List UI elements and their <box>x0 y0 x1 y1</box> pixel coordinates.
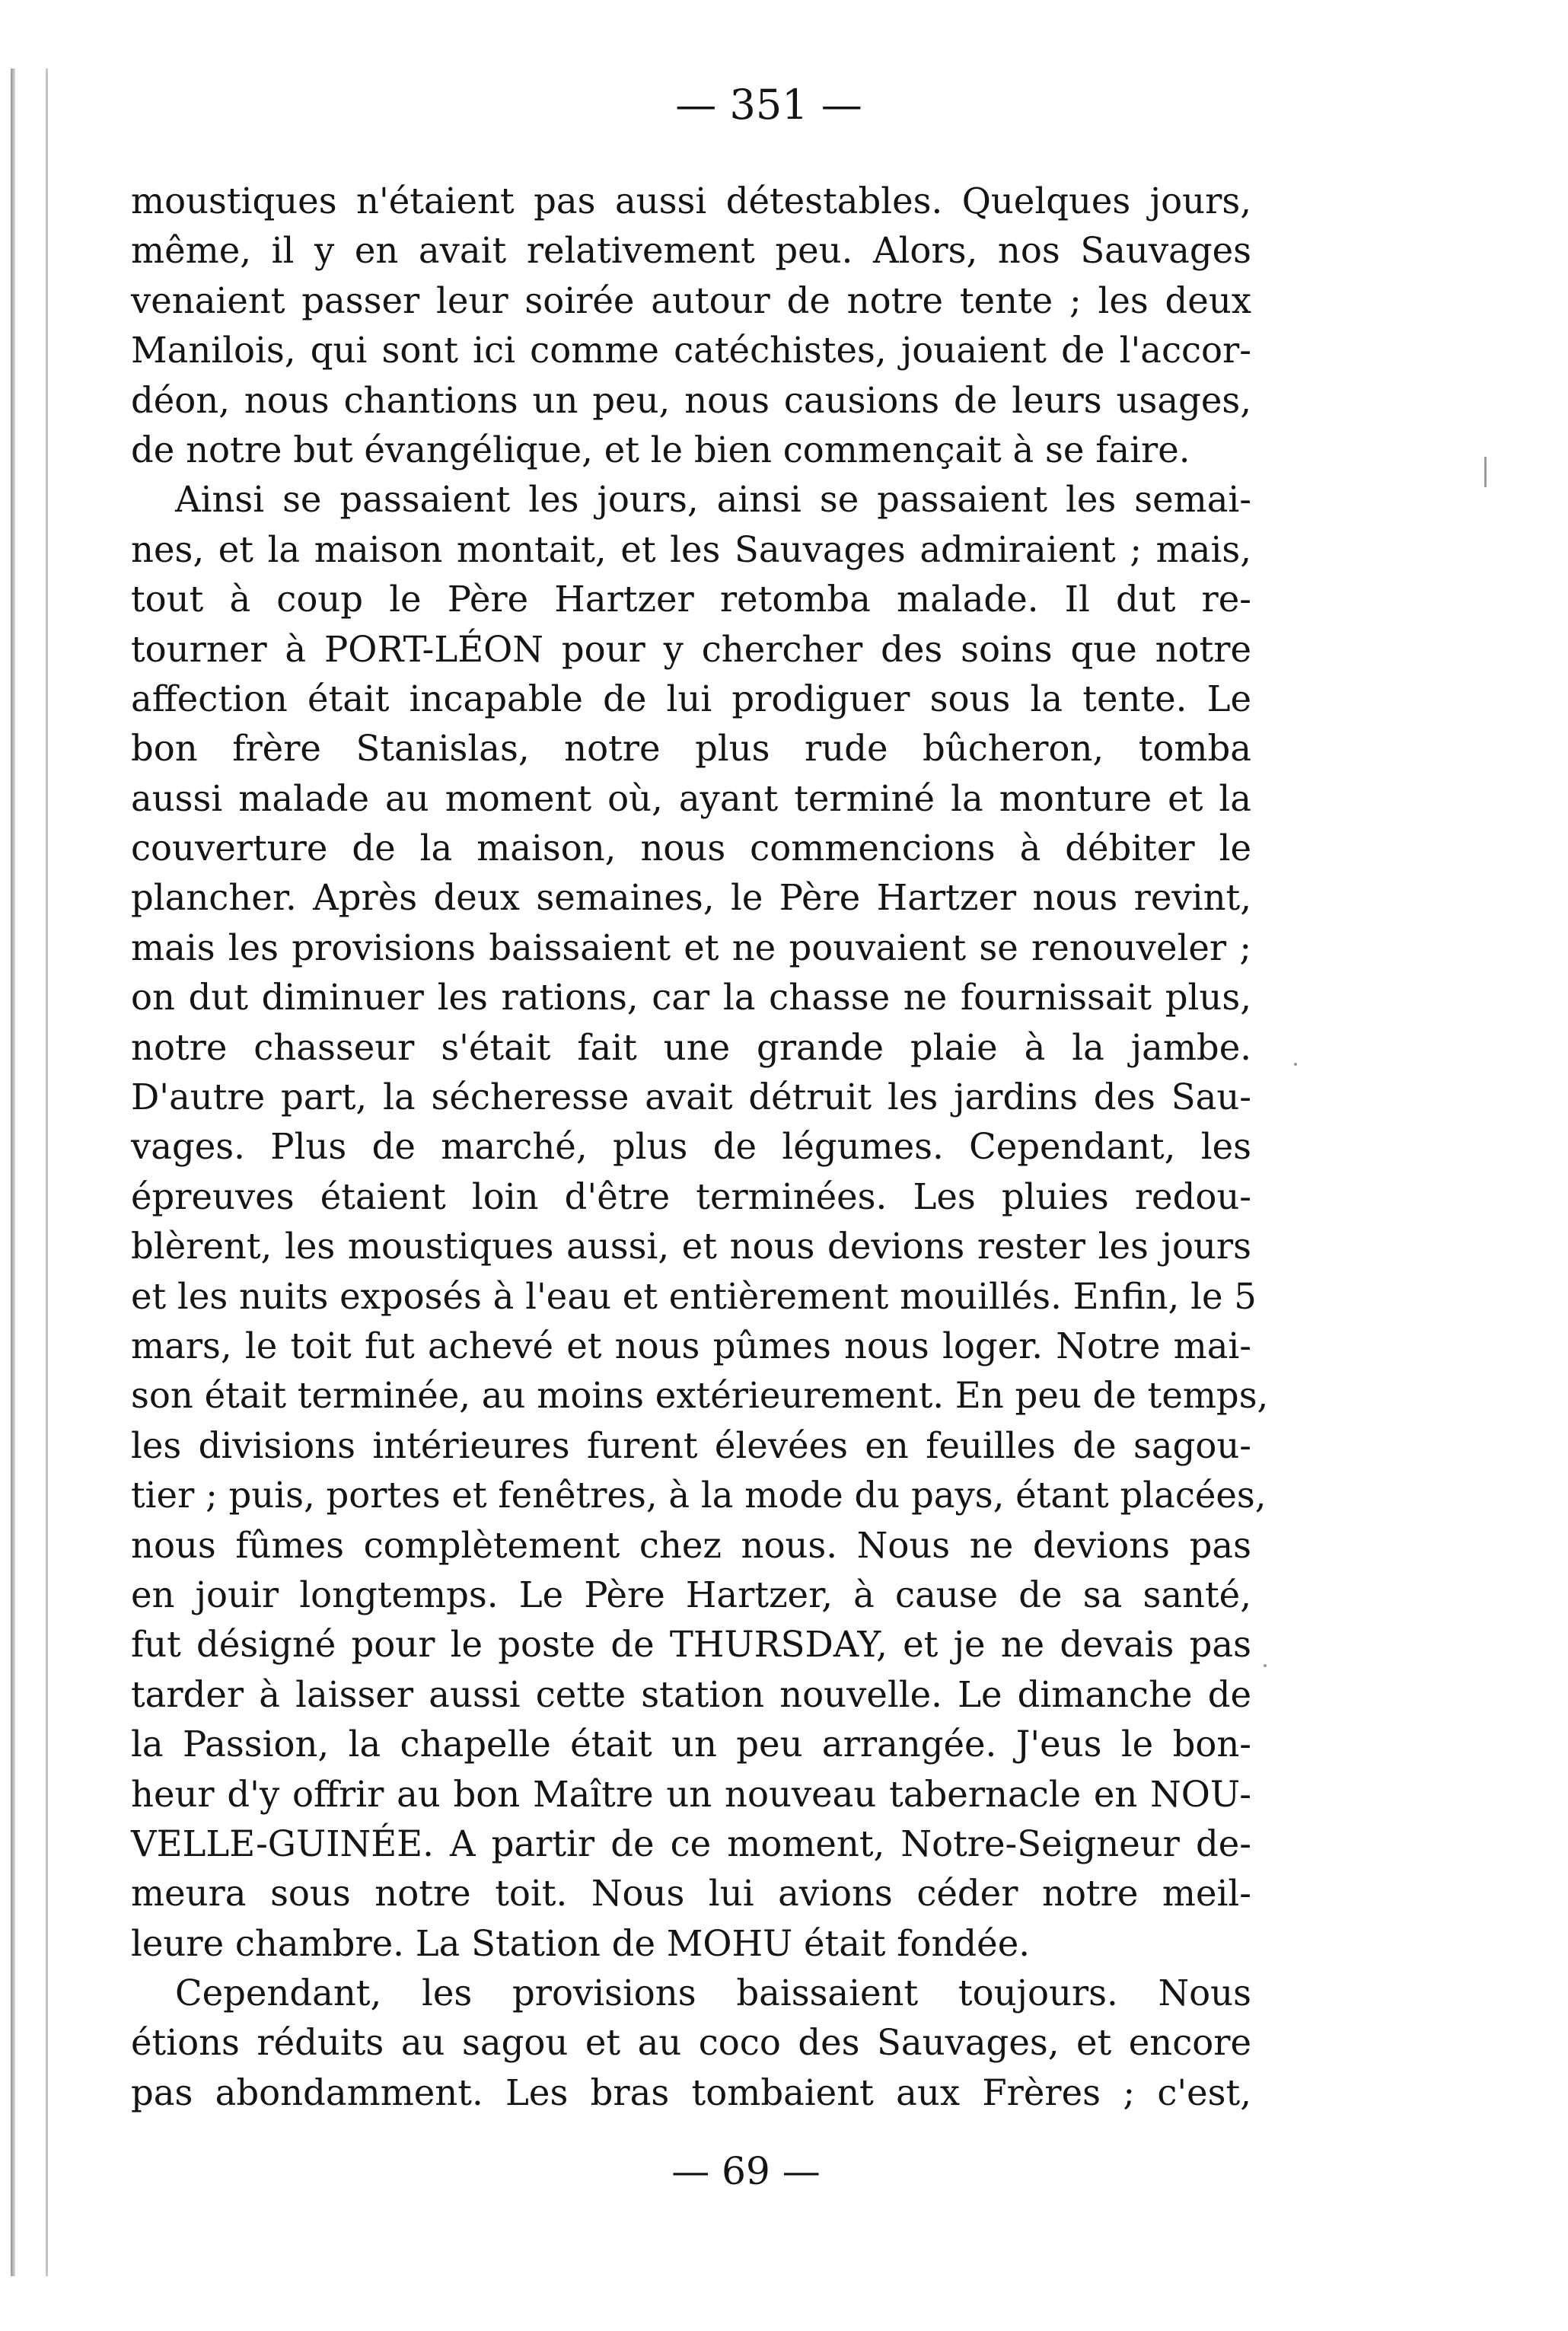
page-binding-shadow <box>46 69 48 2276</box>
text-line: épreuves étaient loin d'être terminées. Les pluies redou- <box>131 1175 1251 1217</box>
signature-number: — 69 — <box>671 2149 821 2193</box>
text-line: fut désigné pour le poste de THURSDAY, et je ne devais pas <box>131 1624 1251 1666</box>
text-line: tier ; puis, portes et fenêtres, à la mode du pays, étant placées, <box>131 1475 1267 1516</box>
text-line: notre chasseur s'était fait une grande plaie à la jambe. <box>131 1026 1251 1068</box>
print-speck <box>1294 1063 1297 1066</box>
body-text <box>131 177 1269 2118</box>
text-line: meura sous notre toit. Nous lui avions céder notre meil- <box>131 1873 1251 1915</box>
text-line: moustiques n'étaient pas aussi détestables. Quelques jours, <box>131 180 1251 222</box>
text-line: couverture de la maison, nous commencions à débiter le <box>131 827 1251 869</box>
text-line: bon frère Stanislas, notre plus rude bûcheron, tomba <box>131 728 1251 770</box>
text-line: tout à coup le Père Hartzer retomba malade. Il dut re- <box>131 579 1251 620</box>
page-number-top: — 351 — <box>675 81 862 129</box>
text-line: même, il y en avait relativement peu. Alors, nos Sauvages <box>131 230 1251 272</box>
text-line: son était terminée, au moins extérieurement. En peu de temps, <box>131 1375 1269 1417</box>
text-line: VELLE-GUINÉE. A partir de ce moment, Notre-Seigneur de- <box>131 1822 1251 1864</box>
text-line: déon, nous chantions un peu, nous causions de leurs usages, <box>131 379 1251 421</box>
print-mark <box>1484 457 1487 487</box>
text-line: tarder à laisser aussi cette station nouvelle. Le dimanche de <box>131 1673 1251 1715</box>
text-line: nes, et la maison montait, et les Sauvages admiraient ; mais, <box>131 528 1251 570</box>
text-line: Manilois, qui sont ici comme catéchistes, jouaient de l'accor- <box>131 330 1251 371</box>
text-line: leure chambre. La Station de MOHU était fondée. <box>131 1922 1031 1964</box>
text-line: heur d'y offrir au bon Maître un nouveau tabernacle en NOU- <box>131 1773 1251 1815</box>
text-line: pas abondamment. Les bras tombaient aux Frères ; c'est, <box>131 2071 1251 2113</box>
page-header <box>0 81 1568 129</box>
text-line: D'autre part, la sécheresse avait détruit les jardins des Sau- <box>131 1076 1251 1118</box>
text-line: Ainsi se passaient les jours, ainsi se passaient les semai- <box>175 479 1251 521</box>
text-line: Cependant, les provisions baissaient toujours. Nous <box>175 1972 1251 2014</box>
page-footer <box>0 2148 1568 2194</box>
text-line: aussi malade au moment où, ayant terminé la monture et la <box>131 777 1251 819</box>
text-line: en jouir longtemps. Le Père Hartzer, à cause de sa santé, <box>131 1574 1251 1615</box>
text-line: venaient passer leur soirée autour de notre tente ; les deux <box>131 279 1251 321</box>
text-line: blèrent, les moustiques aussi, et nous devions rester les jours <box>131 1226 1251 1268</box>
print-speck <box>1264 1664 1267 1667</box>
text-line: de notre but évangélique, et le bien commençait à se faire. <box>131 429 1190 470</box>
text-line: nous fûmes complètement chez nous. Nous ne devions pas <box>131 1524 1251 1566</box>
text-line: affection était incapable de lui prodiguer sous la tente. Le <box>131 678 1251 719</box>
text-line: plancher. Après deux semaines, le Père Hartzer nous revint, <box>131 877 1251 919</box>
text-line: tourner à PORT-LÉON pour y chercher des soins que notre <box>131 628 1251 670</box>
text-line: mars, le toit fut achevé et nous pûmes nous loger. Notre mai- <box>131 1325 1251 1366</box>
page-binding-edge <box>11 69 15 2276</box>
text-line: et les nuits exposés à l'eau et entièrement mouillés. Enfin, le 5 <box>131 1275 1257 1317</box>
text-line: les divisions intérieures furent élevées en feuilles de sagou- <box>131 1424 1251 1466</box>
text-line: vages. Plus de marché, plus de légumes. Cependant, les <box>131 1126 1251 1168</box>
text-line: la Passion, la chapelle était un peu arrangée. J'eus le bon- <box>131 1724 1251 1765</box>
text-line: étions réduits au sagou et au coco des Sauvages, et encore <box>131 2022 1251 2064</box>
text-line: on dut diminuer les rations, car la chasse ne fournissait plus, <box>131 977 1251 1019</box>
text-line: mais les provisions baissaient et ne pouvaient se renouveler ; <box>131 926 1251 968</box>
